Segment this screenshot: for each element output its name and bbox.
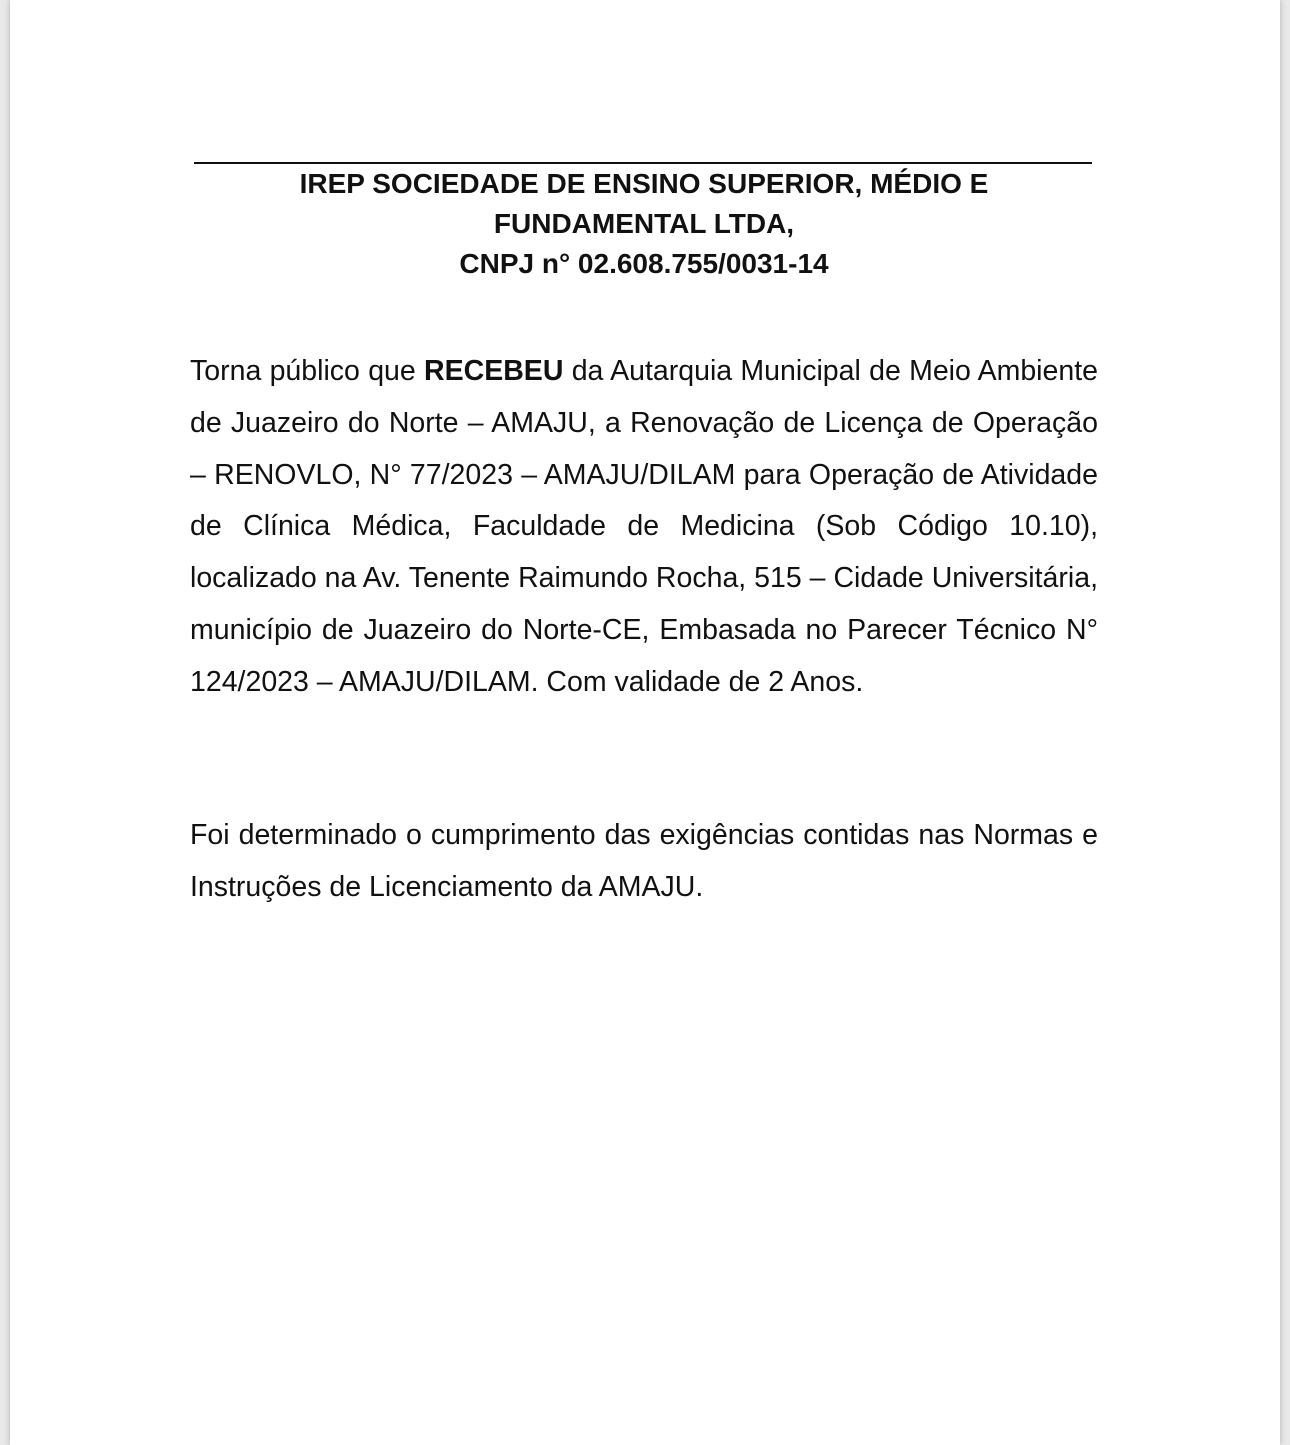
company-name-line-2: FUNDAMENTAL LTDA, bbox=[493, 208, 795, 239]
company-name-line-1: IREP SOCIEDADE DE ENSINO SUPERIOR, MÉDIO E bbox=[299, 168, 989, 199]
document-page bbox=[10, 0, 1280, 1445]
requirements-paragraph: Foi determinado o cumprimento das exigências contidas nas Normas e Instruções de Licenciamento da AMAJU. bbox=[190, 819, 1098, 903]
company-header bbox=[190, 164, 1098, 284]
notice-paragraph bbox=[190, 346, 1098, 709]
cnpj-line: CNPJ n° 02.608.755/0031-14 bbox=[459, 248, 829, 279]
notice-body: da Autarquia Municipal de Meio Ambiente de Juazeiro do Norte – AMAJU, a Renovação de Licença de Operação – RENOVLO, N° 77/2023 – AMAJU/DILAM para Operação de Atividade de Clínica Médica, Faculdade de Medicina (Sob Código 10.10), localizado na Av. Tenente Raimundo Rocha, 515 – Cidade Universitária, município de Juazeiro do Norte-CE, Embasada no Parecer Técnico N° 124/2023 – AMAJU/DILAM. Com validade de 2 Anos. bbox=[190, 355, 1098, 698]
notice-bold-keyword: RECEBEU bbox=[424, 355, 564, 387]
notice-prefix: Torna público que bbox=[190, 355, 425, 387]
